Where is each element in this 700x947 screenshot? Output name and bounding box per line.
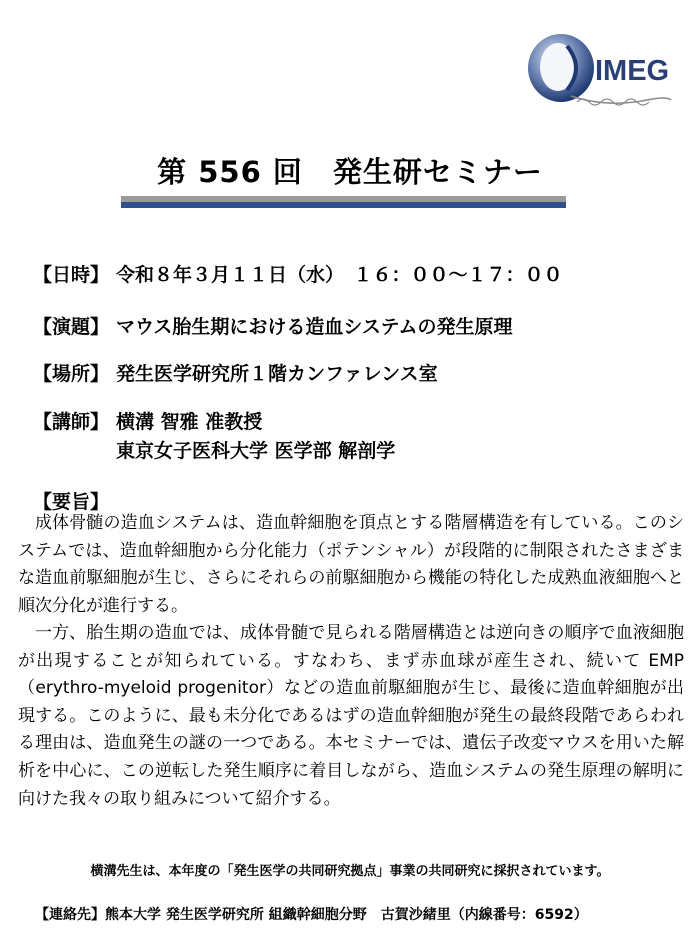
speaker-name: 横溝 智雅 准教授 [116,411,263,433]
speaker-affiliation: 東京女子医科大学 医学部 解剖学 [116,440,396,462]
collaboration-note: 横溝先生は、本年度の「発生医学の共同研究拠点」事業の共同研究に採択されています。 [90,864,610,879]
abstract-paragraph-1: 成体骨髄の造血システムは、造血幹細胞を頂点とする階層構造を有している。このシステムでは、造血幹細胞から分化能力（ポテンシャル）が段階的に制限されたさまざまな造血前駆細胞が生じ、さらにそれらの前駆細胞から機能の特化した成熟血液細胞へと順次分化が進行する。 [18,513,684,616]
abstract-paragraph-2: 一方、胎生期の造血では、成体骨髄で見られる階層構造とは逆向きの順序で血液細胞が出現することが知られている。すなわち、まず赤血球が産生され、続いて EMP（erythro-myeloid progenitor）などの造血前駆細胞が生じ、最後に造血幹細胞が出現する。このように、最も未分化であるはずの造血幹細胞が発生の最終段階であらわれる理由は、造血発生の謎の一つである。本セミナーでは、遺伝子改変マウスを用いた解析を中心に、この逆転した発生順序に着目しながら、造血システムの発生原理の解明に向けた我々の取り組みについて紹介する。 [18,623,684,809]
speaker-label: 【講師】 [33,411,110,433]
imeg-logo [527,30,673,110]
date-row [33,260,563,287]
abstract-heading: 【要旨】 [33,491,110,513]
topic-row [33,312,513,339]
logo-text: IMEG [595,55,670,87]
place-label: 【場所】 [33,363,110,385]
place-value: 発生医学研究所１階カンファレンス室 [116,363,438,385]
date-label: 【日時】 [33,264,110,286]
contact-info: 【連絡先】熊本大学 発生医学研究所 組織幹細胞分野 古賀沙緒里（内線番号：6592） [35,907,588,923]
speaker-row [33,407,262,434]
seminar-title: 第 556 回 発生研セミナー [157,155,543,189]
place-row [33,359,438,386]
title-underline-blue [121,202,566,208]
topic-value: マウス胎生期における造血システムの発生原理 [116,316,513,338]
date-value: 令和８年３月１１日（水） １６：００～１７：００ [116,264,563,286]
topic-label: 【演題】 [33,316,110,338]
